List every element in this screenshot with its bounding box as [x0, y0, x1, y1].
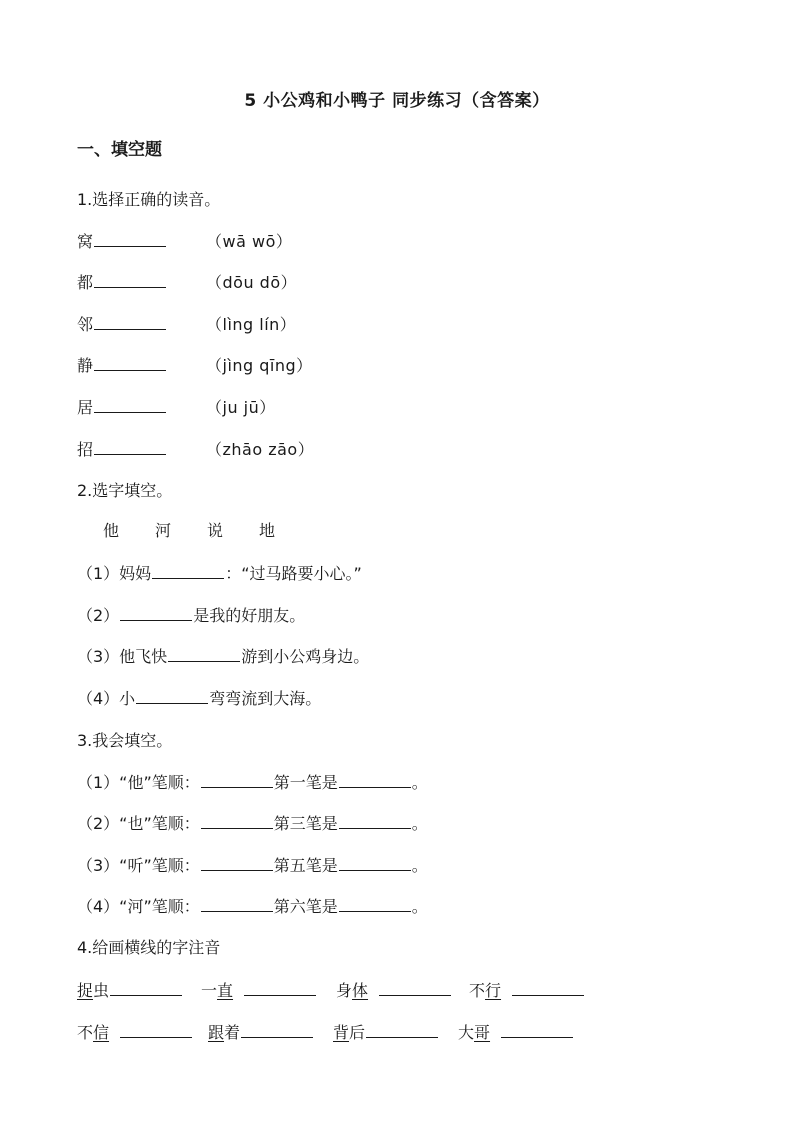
q1-item — [77, 270, 167, 293]
q1-char: 招 — [77, 440, 94, 459]
answer-blank[interactable] — [120, 606, 192, 621]
q1-item — [77, 353, 167, 376]
underlined-char: 体 — [352, 981, 369, 1000]
answer-blank[interactable] — [339, 856, 411, 871]
q4-word: 大哥 — [458, 1020, 574, 1043]
answer-blank[interactable] — [241, 1023, 313, 1038]
q4-word: 不信 — [77, 1020, 193, 1043]
q4-word: 不行 — [469, 978, 585, 1001]
q2-item: （2） 是我的好朋友。 — [77, 606, 306, 625]
q4-word: 捉虫 — [77, 978, 183, 1001]
q1-char: 都 — [77, 273, 94, 292]
q2-prompt: 2.选字填空。 — [77, 481, 173, 500]
page-title: 5 小公鸡和小鸭子 同步练习（含答案） — [244, 91, 550, 111]
answer-blank[interactable] — [94, 398, 166, 413]
q1-item — [77, 312, 167, 335]
answer-blank[interactable] — [94, 273, 166, 288]
answer-blank[interactable] — [152, 564, 224, 579]
q1-options: （dōu dō） — [206, 273, 298, 292]
answer-blank[interactable] — [168, 647, 240, 662]
choice-char: 他 — [103, 521, 120, 540]
section-heading: 一、填空题 — [77, 140, 162, 160]
choice-char: 地 — [259, 521, 276, 540]
q1-options: （zhāo zāo） — [206, 440, 315, 459]
answer-blank[interactable] — [244, 981, 316, 996]
q2-choices — [103, 518, 311, 541]
q4-prompt: 4.给画横线的字注音 — [77, 938, 221, 957]
choice-char: 说 — [207, 521, 224, 540]
choice-char: 河 — [155, 521, 172, 540]
q3-item: （2）“也”笔顺： 第三笔是 。 — [77, 814, 428, 833]
q3-item: （1）“他”笔顺： 第一笔是 。 — [77, 773, 428, 792]
q3-prompt: 3.我会填空。 — [77, 731, 173, 750]
answer-blank[interactable] — [201, 856, 273, 871]
underlined-char: 捉 — [77, 981, 94, 1000]
answer-blank[interactable] — [201, 897, 273, 912]
underlined-char: 哥 — [474, 1023, 491, 1042]
answer-blank[interactable] — [339, 897, 411, 912]
q4-word: 一直 — [201, 978, 317, 1001]
q1-item — [77, 437, 167, 460]
q4-word: 身体 — [336, 978, 452, 1001]
answer-blank[interactable] — [379, 981, 451, 996]
underlined-char: 跟 — [208, 1023, 225, 1042]
underlined-char: 背 — [333, 1023, 350, 1042]
answer-blank[interactable] — [201, 773, 273, 788]
underlined-char: 行 — [485, 981, 502, 1000]
answer-blank[interactable] — [136, 689, 208, 704]
answer-blank[interactable] — [339, 814, 411, 829]
answer-blank[interactable] — [512, 981, 584, 996]
answer-blank[interactable] — [110, 981, 182, 996]
underlined-char: 信 — [93, 1023, 110, 1042]
answer-blank[interactable] — [201, 814, 273, 829]
q1-char: 邻 — [77, 315, 94, 334]
q1-char: 静 — [77, 356, 94, 375]
answer-blank[interactable] — [366, 1023, 438, 1038]
q1-options: （wā wō） — [206, 232, 293, 251]
q3-item: （3）“听”笔顺： 第五笔是 。 — [77, 856, 428, 875]
answer-blank[interactable] — [339, 773, 411, 788]
q1-options: （ju jū） — [206, 398, 276, 417]
q1-options: （lìng lín） — [206, 315, 297, 334]
answer-blank[interactable] — [94, 440, 166, 455]
q4-word: 背后 — [333, 1020, 439, 1043]
q1-options: （jìng qīng） — [206, 356, 313, 375]
underlined-char: 直 — [217, 981, 234, 1000]
q1-char: 窝 — [77, 232, 94, 251]
answer-blank[interactable] — [501, 1023, 573, 1038]
q2-item: （4）小 弯弯流到大海。 — [77, 689, 322, 708]
q4-word: 跟着 — [208, 1020, 314, 1043]
q3-item: （4）“河”笔顺： 第六笔是 。 — [77, 897, 428, 916]
answer-blank[interactable] — [120, 1023, 192, 1038]
q1-item — [77, 229, 167, 252]
q2-item: （3）他飞快 游到小公鸡身边。 — [77, 647, 370, 666]
q2-item: （1）妈妈 ：“过马路要小心。” — [77, 564, 362, 583]
answer-blank[interactable] — [94, 232, 166, 247]
answer-blank[interactable] — [94, 315, 166, 330]
q1-char: 居 — [77, 398, 94, 417]
q1-prompt: 1.选择正确的读音。 — [77, 190, 221, 209]
q1-item — [77, 395, 167, 418]
answer-blank[interactable] — [94, 356, 166, 371]
